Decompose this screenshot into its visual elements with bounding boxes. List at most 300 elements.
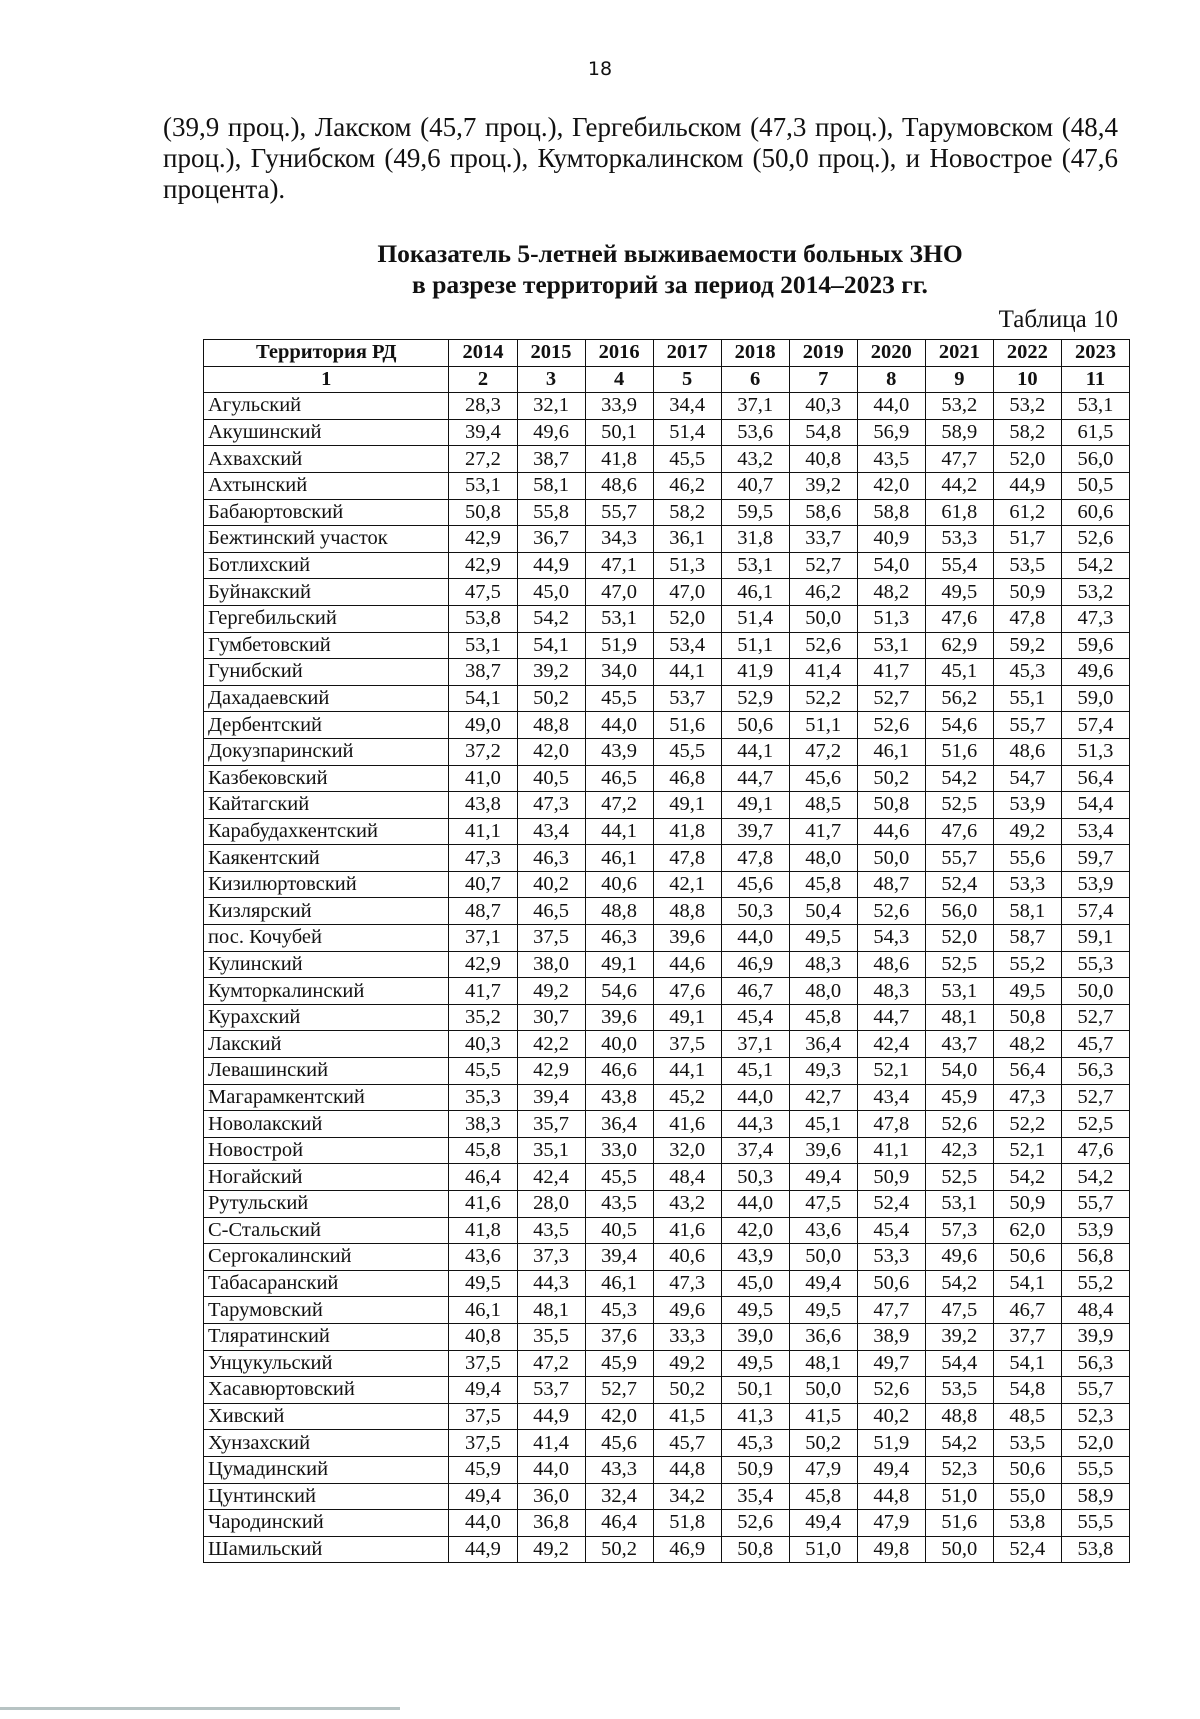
survival-value: 44,1 <box>721 738 789 765</box>
survival-value: 42,1 <box>653 871 721 898</box>
territory-name: Каякентский <box>204 845 449 872</box>
survival-value: 54,0 <box>857 552 925 579</box>
table-row <box>204 978 1130 1005</box>
survival-value: 40,3 <box>449 1031 517 1058</box>
survival-value: 43,5 <box>585 1191 653 1218</box>
survival-value: 59,7 <box>1061 845 1129 872</box>
table-row <box>204 1031 1130 1058</box>
survival-value: 52,4 <box>857 1191 925 1218</box>
survival-value: 38,9 <box>857 1323 925 1350</box>
table-row <box>204 1297 1130 1324</box>
survival-value: 44,7 <box>721 765 789 792</box>
survival-value: 54,2 <box>993 1164 1061 1191</box>
survival-value: 47,1 <box>585 552 653 579</box>
survival-value: 53,3 <box>857 1244 925 1271</box>
survival-value: 51,8 <box>653 1510 721 1537</box>
survival-value: 41,6 <box>653 1217 721 1244</box>
survival-value: 58,2 <box>993 419 1061 446</box>
survival-value: 36,8 <box>517 1510 585 1537</box>
survival-value: 42,9 <box>517 1058 585 1085</box>
survival-value: 50,9 <box>857 1164 925 1191</box>
survival-value: 45,5 <box>653 738 721 765</box>
territory-name: Карабудахкентский <box>204 818 449 845</box>
survival-value: 49,7 <box>857 1350 925 1377</box>
survival-value: 48,0 <box>789 978 857 1005</box>
survival-value: 39,2 <box>925 1323 993 1350</box>
survival-value: 51,6 <box>925 1510 993 1537</box>
survival-value: 44,9 <box>517 1403 585 1430</box>
survival-value: 52,7 <box>857 685 925 712</box>
territory-name: Табасаранский <box>204 1270 449 1297</box>
survival-value: 47,5 <box>789 1191 857 1218</box>
survival-value: 50,0 <box>925 1536 993 1563</box>
survival-value: 49,1 <box>721 792 789 819</box>
survival-value: 47,8 <box>993 605 1061 632</box>
survival-value: 47,2 <box>517 1350 585 1377</box>
survival-value: 54,1 <box>517 632 585 659</box>
survival-value: 44,7 <box>857 1004 925 1031</box>
survival-value: 45,0 <box>517 579 585 606</box>
survival-value: 58,9 <box>1061 1483 1129 1510</box>
survival-value: 41,8 <box>653 818 721 845</box>
survival-value: 28,0 <box>517 1191 585 1218</box>
survival-value: 50,4 <box>789 898 857 925</box>
survival-value: 43,8 <box>585 1084 653 1111</box>
survival-value: 53,5 <box>993 1430 1061 1457</box>
survival-value: 54,0 <box>925 1058 993 1085</box>
table-row <box>204 632 1130 659</box>
survival-value: 48,7 <box>449 898 517 925</box>
survival-value: 45,4 <box>721 1004 789 1031</box>
survival-value: 44,9 <box>517 552 585 579</box>
table-body <box>204 393 1130 1563</box>
survival-value: 49,4 <box>789 1510 857 1537</box>
survival-value: 42,0 <box>857 472 925 499</box>
territory-name: Унцукульский <box>204 1350 449 1377</box>
survival-value: 56,4 <box>1061 765 1129 792</box>
survival-value: 52,0 <box>993 446 1061 473</box>
survival-value: 44,0 <box>721 925 789 952</box>
territory-name: Цумадинский <box>204 1456 449 1483</box>
survival-value: 51,3 <box>857 605 925 632</box>
survival-value: 49,2 <box>517 978 585 1005</box>
survival-value: 39,4 <box>517 1084 585 1111</box>
survival-value: 49,2 <box>993 818 1061 845</box>
header-year: 2023 <box>1061 340 1129 367</box>
survival-value: 40,6 <box>585 871 653 898</box>
survival-value: 52,6 <box>857 1377 925 1404</box>
survival-value: 52,6 <box>925 1111 993 1138</box>
survival-value: 50,3 <box>721 898 789 925</box>
table-row <box>204 1058 1130 1085</box>
survival-value: 32,4 <box>585 1483 653 1510</box>
survival-value: 48,1 <box>789 1350 857 1377</box>
survival-value: 53,8 <box>1061 1536 1129 1563</box>
header-year: 2019 <box>789 340 857 367</box>
survival-value: 48,1 <box>925 1004 993 1031</box>
survival-value: 51,9 <box>585 632 653 659</box>
survival-value: 41,4 <box>517 1430 585 1457</box>
page-number: 18 <box>587 58 613 80</box>
survival-value: 56,0 <box>1061 446 1129 473</box>
territory-name: Кайтагский <box>204 792 449 819</box>
territory-name: Ахвахский <box>204 446 449 473</box>
survival-value: 47,5 <box>925 1297 993 1324</box>
survival-value: 52,5 <box>925 792 993 819</box>
survival-value: 44,1 <box>585 818 653 845</box>
survival-value: 55,2 <box>1061 1270 1129 1297</box>
survival-value: 37,7 <box>993 1323 1061 1350</box>
survival-value: 55,8 <box>517 499 585 526</box>
survival-value: 37,1 <box>721 393 789 420</box>
survival-value: 41,5 <box>789 1403 857 1430</box>
territory-name: Новолакский <box>204 1111 449 1138</box>
survival-value: 58,8 <box>857 499 925 526</box>
survival-value: 39,4 <box>449 419 517 446</box>
survival-value: 28,3 <box>449 393 517 420</box>
survival-value: 46,1 <box>585 1270 653 1297</box>
survival-value: 53,1 <box>449 632 517 659</box>
survival-value: 42,7 <box>789 1084 857 1111</box>
survival-value: 44,9 <box>993 472 1061 499</box>
territory-name: Тляратинский <box>204 1323 449 1350</box>
survival-value: 47,3 <box>653 1270 721 1297</box>
survival-value: 48,0 <box>789 845 857 872</box>
survival-value: 44,6 <box>653 951 721 978</box>
survival-value: 44,2 <box>925 472 993 499</box>
survival-value: 44,3 <box>517 1270 585 1297</box>
survival-value: 50,9 <box>993 1191 1061 1218</box>
survival-value: 40,2 <box>857 1403 925 1430</box>
survival-value: 59,5 <box>721 499 789 526</box>
table-row <box>204 1084 1130 1111</box>
table-row <box>204 1403 1130 1430</box>
table-row <box>204 871 1130 898</box>
survival-value: 42,3 <box>925 1137 993 1164</box>
survival-value: 52,2 <box>993 1111 1061 1138</box>
table-row <box>204 1111 1130 1138</box>
survival-value: 46,5 <box>585 765 653 792</box>
survival-value: 45,3 <box>993 659 1061 686</box>
survival-value: 41,5 <box>653 1403 721 1430</box>
survival-value: 54,6 <box>925 712 993 739</box>
survival-value: 41,7 <box>449 978 517 1005</box>
table-row <box>204 579 1130 606</box>
survival-value: 45,0 <box>721 1270 789 1297</box>
survival-value: 37,1 <box>721 1031 789 1058</box>
table-row <box>204 1350 1130 1377</box>
survival-value: 46,1 <box>857 738 925 765</box>
survival-value: 59,0 <box>1061 685 1129 712</box>
territory-name: С-Стальский <box>204 1217 449 1244</box>
survival-value: 40,7 <box>721 472 789 499</box>
survival-value: 50,2 <box>517 685 585 712</box>
territory-name: Левашинский <box>204 1058 449 1085</box>
table-row <box>204 1004 1130 1031</box>
survival-value: 35,4 <box>721 1483 789 1510</box>
survival-value: 36,6 <box>789 1323 857 1350</box>
survival-value: 50,8 <box>857 792 925 819</box>
table-row <box>204 1191 1130 1218</box>
survival-value: 49,5 <box>789 1297 857 1324</box>
survival-value: 58,2 <box>653 499 721 526</box>
survival-value: 56,9 <box>857 419 925 446</box>
survival-value: 58,1 <box>517 472 585 499</box>
survival-value: 36,1 <box>653 526 721 553</box>
survival-value: 53,9 <box>993 792 1061 819</box>
territory-name: Кулинский <box>204 951 449 978</box>
survival-value: 62,9 <box>925 632 993 659</box>
survival-value: 44,1 <box>653 1058 721 1085</box>
survival-value: 54,3 <box>857 925 925 952</box>
column-number: 10 <box>993 366 1061 393</box>
table-row <box>204 1164 1130 1191</box>
survival-value: 45,9 <box>449 1456 517 1483</box>
survival-value: 36,4 <box>585 1111 653 1138</box>
survival-value: 47,7 <box>857 1297 925 1324</box>
survival-value: 49,6 <box>1061 659 1129 686</box>
survival-value: 38,0 <box>517 951 585 978</box>
table-row <box>204 1137 1130 1164</box>
survival-value: 41,8 <box>585 446 653 473</box>
survival-value: 50,9 <box>721 1456 789 1483</box>
survival-value: 54,4 <box>925 1350 993 1377</box>
survival-value: 59,1 <box>1061 925 1129 952</box>
survival-value: 50,0 <box>1061 978 1129 1005</box>
survival-value: 44,9 <box>449 1536 517 1563</box>
table-title-line-2: в разрезе территорий за период 2014–2023 гг. <box>412 270 928 299</box>
table-row <box>204 1456 1130 1483</box>
survival-value: 38,7 <box>449 659 517 686</box>
survival-value: 48,5 <box>993 1403 1061 1430</box>
table-row <box>204 1244 1130 1271</box>
territory-name: Рутульский <box>204 1191 449 1218</box>
survival-value: 53,2 <box>925 393 993 420</box>
survival-value: 46,1 <box>721 579 789 606</box>
column-number: 5 <box>653 366 721 393</box>
survival-value: 52,0 <box>925 925 993 952</box>
survival-value: 44,6 <box>857 818 925 845</box>
survival-value: 41,7 <box>857 659 925 686</box>
table-title <box>0 238 1200 300</box>
territory-name: Курахский <box>204 1004 449 1031</box>
survival-value: 40,9 <box>857 526 925 553</box>
table-row <box>204 685 1130 712</box>
survival-value: 43,9 <box>585 738 653 765</box>
survival-value: 37,1 <box>449 925 517 952</box>
table-row <box>204 446 1130 473</box>
survival-value: 35,7 <box>517 1111 585 1138</box>
territory-name: Ахтынский <box>204 472 449 499</box>
survival-value: 36,0 <box>517 1483 585 1510</box>
territory-name: Сергокалинский <box>204 1244 449 1271</box>
survival-value: 53,1 <box>857 632 925 659</box>
survival-value: 49,0 <box>449 712 517 739</box>
survival-value: 43,9 <box>721 1244 789 1271</box>
survival-value: 52,7 <box>1061 1084 1129 1111</box>
survival-value: 55,1 <box>993 685 1061 712</box>
survival-value: 39,2 <box>517 659 585 686</box>
survival-value: 52,6 <box>721 1510 789 1537</box>
table-row <box>204 818 1130 845</box>
survival-value: 53,1 <box>721 552 789 579</box>
territory-name: Дахадаевский <box>204 685 449 712</box>
survival-value: 46,3 <box>585 925 653 952</box>
survival-value: 45,5 <box>585 1164 653 1191</box>
table-row <box>204 499 1130 526</box>
survival-value: 32,1 <box>517 393 585 420</box>
survival-value: 45,6 <box>721 871 789 898</box>
table-row <box>204 712 1130 739</box>
survival-value: 50,8 <box>449 499 517 526</box>
survival-value: 46,1 <box>585 845 653 872</box>
survival-value: 40,8 <box>449 1323 517 1350</box>
territory-name: Дербентский <box>204 712 449 739</box>
column-number: 9 <box>925 366 993 393</box>
survival-value: 43,6 <box>789 1217 857 1244</box>
survival-value: 41,1 <box>449 818 517 845</box>
survival-value: 47,3 <box>449 845 517 872</box>
survival-value: 41,3 <box>721 1403 789 1430</box>
survival-value: 49,6 <box>925 1244 993 1271</box>
survival-value: 54,2 <box>925 1270 993 1297</box>
survival-value: 40,5 <box>585 1217 653 1244</box>
survival-value: 48,2 <box>857 579 925 606</box>
survival-value: 52,5 <box>925 1164 993 1191</box>
survival-value: 47,3 <box>1061 605 1129 632</box>
survival-value: 45,9 <box>585 1350 653 1377</box>
territory-name: Чародинский <box>204 1510 449 1537</box>
survival-value: 43,2 <box>721 446 789 473</box>
survival-value: 49,6 <box>517 419 585 446</box>
survival-value: 54,2 <box>925 765 993 792</box>
survival-value: 49,5 <box>993 978 1061 1005</box>
territory-name: Гумбетовский <box>204 632 449 659</box>
territory-name: Бежтинский участок <box>204 526 449 553</box>
survival-value: 55,4 <box>925 552 993 579</box>
survival-value: 50,5 <box>1061 472 1129 499</box>
survival-value: 55,7 <box>925 845 993 872</box>
scan-edge-line <box>0 1707 400 1710</box>
survival-value: 50,6 <box>993 1244 1061 1271</box>
survival-table <box>203 339 1130 1563</box>
survival-value: 46,9 <box>653 1536 721 1563</box>
survival-value: 53,2 <box>993 393 1061 420</box>
survival-value: 43,5 <box>857 446 925 473</box>
survival-value: 41,8 <box>449 1217 517 1244</box>
survival-value: 48,2 <box>993 1031 1061 1058</box>
survival-value: 34,0 <box>585 659 653 686</box>
survival-value: 47,6 <box>1061 1137 1129 1164</box>
territory-name: Лакский <box>204 1031 449 1058</box>
survival-value: 61,8 <box>925 499 993 526</box>
survival-value: 53,7 <box>517 1377 585 1404</box>
survival-value: 50,2 <box>789 1430 857 1457</box>
table-row <box>204 552 1130 579</box>
survival-value: 50,8 <box>721 1536 789 1563</box>
survival-value: 45,4 <box>857 1217 925 1244</box>
territory-name: Магарамкентский <box>204 1084 449 1111</box>
column-number: 4 <box>585 366 653 393</box>
survival-value: 54,1 <box>449 685 517 712</box>
survival-value: 39,6 <box>585 1004 653 1031</box>
territory-name: Ногайский <box>204 1164 449 1191</box>
column-number: 1 <box>204 366 449 393</box>
table-row <box>204 845 1130 872</box>
survival-value: 51,0 <box>925 1483 993 1510</box>
survival-value: 52,4 <box>925 871 993 898</box>
survival-value: 53,1 <box>925 1191 993 1218</box>
survival-value: 33,7 <box>789 526 857 553</box>
survival-value: 49,4 <box>789 1270 857 1297</box>
survival-value: 44,0 <box>721 1191 789 1218</box>
survival-value: 61,5 <box>1061 419 1129 446</box>
survival-value: 42,0 <box>585 1403 653 1430</box>
survival-value: 54,4 <box>1061 792 1129 819</box>
survival-value: 50,6 <box>721 712 789 739</box>
survival-value: 34,3 <box>585 526 653 553</box>
survival-value: 52,6 <box>857 898 925 925</box>
survival-value: 52,1 <box>993 1137 1061 1164</box>
survival-value: 53,1 <box>449 472 517 499</box>
territory-name: пос. Кочубей <box>204 925 449 952</box>
survival-value: 61,2 <box>993 499 1061 526</box>
survival-value: 44,8 <box>857 1483 925 1510</box>
survival-value: 55,5 <box>1061 1456 1129 1483</box>
column-number: 8 <box>857 366 925 393</box>
survival-value: 45,6 <box>585 1430 653 1457</box>
survival-value: 37,6 <box>585 1323 653 1350</box>
survival-value: 51,3 <box>1061 738 1129 765</box>
survival-value: 49,4 <box>789 1164 857 1191</box>
survival-value: 45,5 <box>585 685 653 712</box>
survival-value: 48,6 <box>857 951 925 978</box>
table-row <box>204 472 1130 499</box>
survival-value: 54,2 <box>1061 1164 1129 1191</box>
survival-value: 53,7 <box>653 685 721 712</box>
survival-value: 48,6 <box>993 738 1061 765</box>
survival-value: 52,0 <box>653 605 721 632</box>
survival-value: 53,3 <box>993 871 1061 898</box>
survival-value: 39,6 <box>789 1137 857 1164</box>
header-row <box>204 340 1130 367</box>
survival-value: 48,5 <box>789 792 857 819</box>
survival-value: 43,5 <box>517 1217 585 1244</box>
survival-value: 50,3 <box>721 1164 789 1191</box>
survival-value: 44,3 <box>721 1111 789 1138</box>
survival-value: 39,7 <box>721 818 789 845</box>
survival-value: 53,5 <box>925 1377 993 1404</box>
survival-value: 51,0 <box>789 1536 857 1563</box>
survival-value: 47,8 <box>721 845 789 872</box>
table-header <box>204 340 1130 393</box>
survival-value: 50,6 <box>993 1456 1061 1483</box>
survival-value: 47,8 <box>857 1111 925 1138</box>
territory-name: Кумторкалинский <box>204 978 449 1005</box>
survival-value: 52,3 <box>1061 1403 1129 1430</box>
survival-value: 47,9 <box>857 1510 925 1537</box>
survival-value: 36,4 <box>789 1031 857 1058</box>
survival-value: 53,3 <box>925 526 993 553</box>
survival-value: 37,4 <box>721 1137 789 1164</box>
survival-value: 49,5 <box>925 579 993 606</box>
table-row <box>204 1377 1130 1404</box>
survival-value: 51,4 <box>721 605 789 632</box>
survival-value: 54,2 <box>1061 552 1129 579</box>
survival-value: 47,6 <box>653 978 721 1005</box>
header-territory: Территория РД <box>204 340 449 367</box>
survival-value: 42,4 <box>517 1164 585 1191</box>
